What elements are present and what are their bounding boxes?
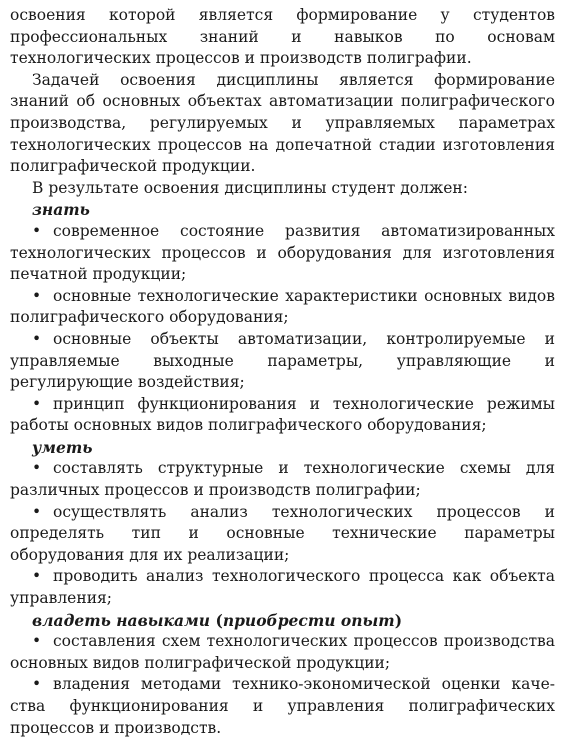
able-item: • составлять структурные и технологические схемы для различных процессов и производств полиграфии; [10,459,555,500]
know-heading: знать [32,200,90,220]
task-paragraph: Задачей освоения дисциплины является формирование знаний об основных объектах автоматизации полиграфического производства, регулируемых и управляемых параметрах технологических процессов на допечатной стадии изготовления полиграфической продукции. [10,70,555,176]
bullet-icon: • [32,632,42,651]
skills-heading [10,610,555,632]
know-item: • принцип функционирования и технологические режимы работы основных видов полиграфического оборудования; [10,394,555,435]
bullet-icon: • [32,394,42,413]
know-item: • современное состояние развития автоматизированных технологических процессов и оборудования для изготовления печатной продукции; [10,221,555,284]
skills-heading-main: владеть навыками [32,610,211,630]
able-item: • осуществлять анализ технологических процессов и определять тип и основные технические параметры оборудования для их реализации; [10,502,555,564]
skills-item: • владения методами технико-экономической оценки качества функционирования и управления полиграфических процессов и производств. [10,675,555,737]
result-paragraph: В результате освоения дисциплины студент должен: [32,178,468,197]
bullet-icon: • [32,567,42,586]
bullet-icon: • [32,329,42,348]
bullet-icon: • [32,675,42,694]
able-heading: уметь [32,437,93,457]
bullet-icon: • [32,459,42,478]
skills-heading-paren-open: ( [215,610,223,630]
able-item: • проводить анализ технологического процесса как объекта управления; [10,567,555,608]
skills-heading-paren-text: приобрести опыт [222,610,395,630]
intro-paragraph: освоения которой является формирование у студентов профессиональных знаний и навыков по основам технологических процессов и производств полиграфии. [10,6,555,68]
know-item: • основные технологические характеристики основных видов полиграфического оборудования; [10,286,555,327]
know-item: • основные объекты автоматизации, контролируемые и управляемые выходные параметры, управляющие и регулирующие воздействия; [10,329,555,392]
bullet-icon: • [32,502,42,521]
bullet-icon: • [32,286,42,305]
skills-heading-paren-close: ) [394,610,403,630]
skills-item: • составления схем технологических процессов производства основных видов полиграфической продукции; [10,632,555,672]
bullet-icon: • [32,221,42,240]
